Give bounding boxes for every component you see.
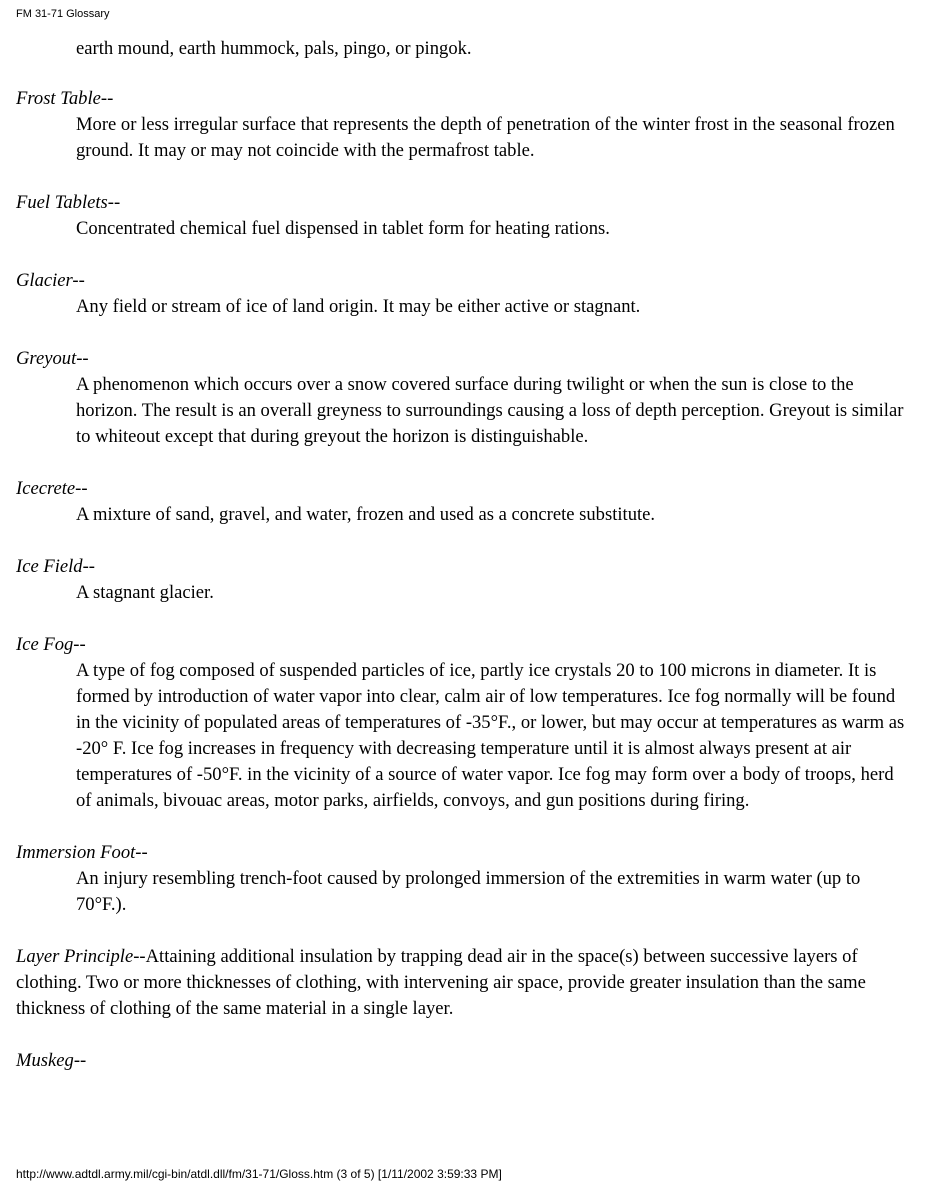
glossary-definition: A stagnant glacier. <box>76 582 214 603</box>
page-footer-url: http://www.adtdl.army.mil/cgi-bin/atdl.dll/fm/31-71/Gloss.htm (3 of 5) [1/11/2002 3:59:33 PM] <box>16 1167 502 1181</box>
glossary-term: Greyout-- <box>16 348 89 369</box>
glossary-definition: A mixture of sand, gravel, and water, frozen and used as a concrete substitute. <box>76 504 656 525</box>
glossary-body <box>16 36 912 1074</box>
glossary-definition: More or less irregular surface that represents the depth of penetration of the winter frost in the seasonal frozen ground. It may or may not coincide with the permafrost table. <box>76 114 895 161</box>
glossary-definition: Attaining additional insulation by trapping dead air in the space(s) between successive layers of clothing. Two or more thicknesses of clothing, with intervening air space, provide greater insulation than the same thickness of clothing of the same material in a single layer. <box>16 946 866 1019</box>
glossary-term: Muskeg-- <box>16 1050 87 1071</box>
glossary-entry-immersion-foot <box>16 840 912 918</box>
glossary-term: Glacier-- <box>16 270 85 291</box>
glossary-entry-greyout <box>16 346 912 450</box>
glossary-definition: Concentrated chemical fuel dispensed in tablet form for heating rations. <box>76 218 610 239</box>
glossary-definition: A phenomenon which occurs over a snow covered surface during twilight or when the sun is close to the horizon. The result is an overall greyness to surroundings causing a loss of depth perception. Greyout is similar to whiteout except that during greyout the horizon is distinguishable. <box>76 374 904 447</box>
glossary-definition: Any field or stream of ice of land origin. It may be either active or stagnant. <box>76 296 641 317</box>
glossary-entry-icecrete <box>16 476 912 528</box>
glossary-definition: A type of fog composed of suspended particles of ice, partly ice crystals 20 to 100 microns in diameter. It is formed by introduction of water vapor into clear, calm air of low temperatures. Ice fog normally will be found in the vicinity of populated areas of temperatures of -35°F., or lower, but may occur at temperatures as warm as -20° F. Ice fog increases in frequency with decreasing temperature until it is almost always present at air temperatures of -50°F. in the vicinity of a source of water vapor. Ice fog may form over a body of troops, herd of animals, bivouac areas, motor parks, airfields, convoys, and gun positions during firing. <box>76 660 905 811</box>
glossary-entry-fuel-tablets <box>16 190 912 242</box>
glossary-term: Layer Principle-- <box>16 946 146 967</box>
glossary-term: Frost Table-- <box>16 88 114 109</box>
glossary-term: Ice Field-- <box>16 556 95 577</box>
glossary-entry-layer-principle <box>16 944 912 1022</box>
glossary-entry-glacier <box>16 268 912 320</box>
page-header: FM 31-71 Glossary <box>16 8 110 20</box>
glossary-entry-ice-field <box>16 554 912 606</box>
glossary-entry-muskeg <box>16 1048 912 1074</box>
continued-definition: earth mound, earth hummock, pals, pingo, or pingok. <box>76 38 472 59</box>
glossary-entry-frost-table <box>16 86 912 164</box>
glossary-term: Fuel Tablets-- <box>16 192 121 213</box>
glossary-entry-ice-fog <box>16 632 912 814</box>
glossary-term: Immersion Foot-- <box>16 842 148 863</box>
glossary-definition: An injury resembling trench-foot caused by prolonged immersion of the extremities in warm water (up to 70°F.). <box>76 868 861 915</box>
glossary-term: Icecrete-- <box>16 478 88 499</box>
glossary-term: Ice Fog-- <box>16 634 86 655</box>
